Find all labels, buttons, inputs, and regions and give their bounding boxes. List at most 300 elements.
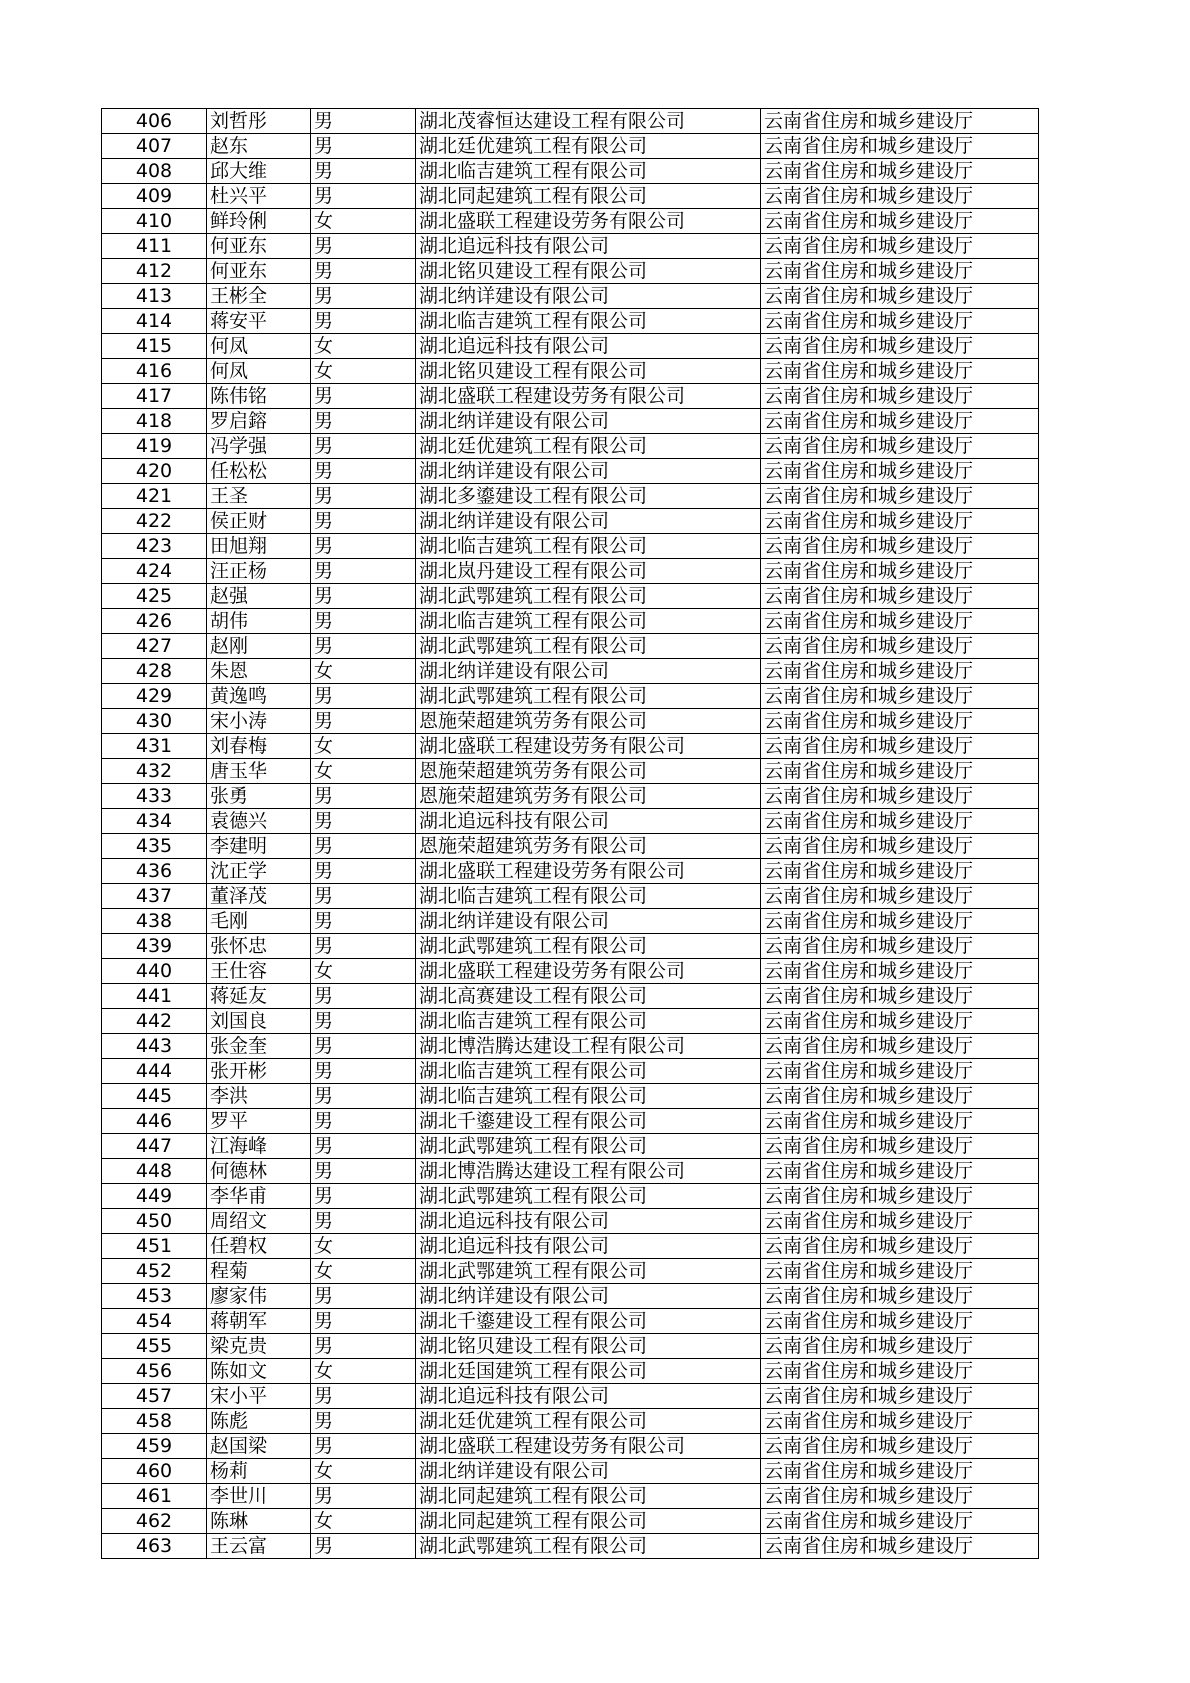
cell-authority: 云南省住房和城乡建设厅: [761, 209, 1039, 234]
cell-sex: 女: [311, 1234, 416, 1259]
cell-authority: 云南省住房和城乡建设厅: [761, 734, 1039, 759]
cell-name: 廖家伟: [207, 1284, 311, 1309]
cell-company: 湖北追远科技有限公司: [416, 809, 761, 834]
cell-company: 湖北高赛建设工程有限公司: [416, 984, 761, 1009]
cell-authority: 云南省住房和城乡建设厅: [761, 284, 1039, 309]
cell-number: 462: [102, 1509, 207, 1534]
cell-authority: 云南省住房和城乡建设厅: [761, 434, 1039, 459]
cell-number: 425: [102, 584, 207, 609]
cell-sex: 女: [311, 334, 416, 359]
cell-sex: 男: [311, 1209, 416, 1234]
table-row: [102, 1334, 1039, 1359]
cell-sex: 男: [311, 584, 416, 609]
cell-number: 448: [102, 1159, 207, 1184]
cell-sex: 男: [311, 1409, 416, 1434]
table-row: [102, 1484, 1039, 1509]
cell-company: 恩施荣超建筑劳务有限公司: [416, 784, 761, 809]
cell-sex: 男: [311, 234, 416, 259]
cell-name: 王圣: [207, 484, 311, 509]
cell-sex: 男: [311, 434, 416, 459]
cell-authority: 云南省住房和城乡建设厅: [761, 1159, 1039, 1184]
cell-company: 湖北盛联工程建设劳务有限公司: [416, 209, 761, 234]
cell-name: 江海峰: [207, 1134, 311, 1159]
table-row: [102, 509, 1039, 534]
table-row: [102, 784, 1039, 809]
table-row: [102, 834, 1039, 859]
cell-authority: 云南省住房和城乡建设厅: [761, 984, 1039, 1009]
table-row: [102, 234, 1039, 259]
cell-sex: 男: [311, 1159, 416, 1184]
cell-number: 428: [102, 659, 207, 684]
table-row: [102, 584, 1039, 609]
cell-authority: 云南省住房和城乡建设厅: [761, 534, 1039, 559]
cell-sex: 男: [311, 559, 416, 584]
table-row: [102, 1134, 1039, 1159]
cell-name: 何凤: [207, 359, 311, 384]
cell-company: 湖北纳详建设有限公司: [416, 909, 761, 934]
cell-company: 湖北千鎏建设工程有限公司: [416, 1309, 761, 1334]
cell-name: 何德林: [207, 1159, 311, 1184]
cell-sex: 男: [311, 984, 416, 1009]
cell-authority: 云南省住房和城乡建设厅: [761, 859, 1039, 884]
cell-name: 罗启鎔: [207, 409, 311, 434]
cell-name: 鲜玲俐: [207, 209, 311, 234]
cell-company: 湖北追远科技有限公司: [416, 234, 761, 259]
table-row: [102, 634, 1039, 659]
cell-name: 胡伟: [207, 609, 311, 634]
cell-name: 梁克贵: [207, 1334, 311, 1359]
cell-company: 湖北临吉建筑工程有限公司: [416, 309, 761, 334]
cell-authority: 云南省住房和城乡建设厅: [761, 1409, 1039, 1434]
cell-number: 411: [102, 234, 207, 259]
cell-sex: 男: [311, 1534, 416, 1559]
cell-authority: 云南省住房和城乡建设厅: [761, 359, 1039, 384]
cell-name: 赵刚: [207, 634, 311, 659]
cell-number: 450: [102, 1209, 207, 1234]
cell-authority: 云南省住房和城乡建设厅: [761, 1134, 1039, 1159]
cell-name: 何亚东: [207, 259, 311, 284]
cell-authority: 云南省住房和城乡建设厅: [761, 159, 1039, 184]
cell-authority: 云南省住房和城乡建设厅: [761, 1509, 1039, 1534]
cell-authority: 云南省住房和城乡建设厅: [761, 834, 1039, 859]
table-row: [102, 984, 1039, 1009]
cell-name: 蒋朝军: [207, 1309, 311, 1334]
cell-number: 415: [102, 334, 207, 359]
cell-sex: 女: [311, 359, 416, 384]
cell-company: 湖北同起建筑工程有限公司: [416, 1509, 761, 1534]
cell-sex: 男: [311, 1434, 416, 1459]
cell-authority: 云南省住房和城乡建设厅: [761, 1459, 1039, 1484]
cell-number: 449: [102, 1184, 207, 1209]
cell-number: 454: [102, 1309, 207, 1334]
cell-company: 湖北武鄂建筑工程有限公司: [416, 634, 761, 659]
cell-name: 袁德兴: [207, 809, 311, 834]
cell-authority: 云南省住房和城乡建设厅: [761, 1084, 1039, 1109]
cell-company: 湖北岚丹建设工程有限公司: [416, 559, 761, 584]
table-row: [102, 1184, 1039, 1209]
cell-authority: 云南省住房和城乡建设厅: [761, 1284, 1039, 1309]
cell-authority: 云南省住房和城乡建设厅: [761, 1534, 1039, 1559]
cell-company: 恩施荣超建筑劳务有限公司: [416, 834, 761, 859]
cell-sex: 男: [311, 284, 416, 309]
cell-authority: 云南省住房和城乡建设厅: [761, 809, 1039, 834]
cell-name: 李洪: [207, 1084, 311, 1109]
table-row: [102, 959, 1039, 984]
cell-company: 湖北临吉建筑工程有限公司: [416, 1009, 761, 1034]
table-row: [102, 1034, 1039, 1059]
cell-company: 湖北纳详建设有限公司: [416, 284, 761, 309]
cell-authority: 云南省住房和城乡建设厅: [761, 634, 1039, 659]
cell-name: 王仕容: [207, 959, 311, 984]
cell-number: 420: [102, 459, 207, 484]
table-row: [102, 159, 1039, 184]
cell-sex: 男: [311, 1284, 416, 1309]
cell-number: 414: [102, 309, 207, 334]
table-row: [102, 1209, 1039, 1234]
cell-sex: 男: [311, 1484, 416, 1509]
cell-sex: 男: [311, 934, 416, 959]
cell-name: 蒋安平: [207, 309, 311, 334]
cell-number: 443: [102, 1034, 207, 1059]
cell-name: 何亚东: [207, 234, 311, 259]
cell-authority: 云南省住房和城乡建设厅: [761, 684, 1039, 709]
cell-company: 湖北武鄂建筑工程有限公司: [416, 1534, 761, 1559]
cell-number: 424: [102, 559, 207, 584]
cell-company: 湖北临吉建筑工程有限公司: [416, 534, 761, 559]
cell-company: 湖北同起建筑工程有限公司: [416, 1484, 761, 1509]
table-row: [102, 1084, 1039, 1109]
cell-authority: 云南省住房和城乡建设厅: [761, 334, 1039, 359]
cell-company: 湖北盛联工程建设劳务有限公司: [416, 959, 761, 984]
cell-number: 455: [102, 1334, 207, 1359]
cell-company: 湖北多鎏建设工程有限公司: [416, 484, 761, 509]
cell-number: 445: [102, 1084, 207, 1109]
table-row: [102, 884, 1039, 909]
cell-number: 421: [102, 484, 207, 509]
cell-name: 陈彪: [207, 1409, 311, 1434]
table-row: [102, 684, 1039, 709]
cell-name: 王云富: [207, 1534, 311, 1559]
table-row: [102, 1009, 1039, 1034]
cell-name: 任松松: [207, 459, 311, 484]
cell-company: 湖北追远科技有限公司: [416, 1234, 761, 1259]
cell-number: 409: [102, 184, 207, 209]
cell-authority: 云南省住房和城乡建设厅: [761, 784, 1039, 809]
cell-sex: 女: [311, 759, 416, 784]
cell-name: 陈如文: [207, 1359, 311, 1384]
cell-company: 湖北盛联工程建设劳务有限公司: [416, 734, 761, 759]
cell-company: 湖北纳详建设有限公司: [416, 1459, 761, 1484]
cell-authority: 云南省住房和城乡建设厅: [761, 1259, 1039, 1284]
cell-company: 湖北武鄂建筑工程有限公司: [416, 1259, 761, 1284]
cell-company: 湖北盛联工程建设劳务有限公司: [416, 859, 761, 884]
cell-name: 张怀忠: [207, 934, 311, 959]
cell-number: 437: [102, 884, 207, 909]
cell-number: 431: [102, 734, 207, 759]
cell-sex: 男: [311, 809, 416, 834]
cell-number: 460: [102, 1459, 207, 1484]
cell-company: 湖北武鄂建筑工程有限公司: [416, 1184, 761, 1209]
table-row: [102, 1359, 1039, 1384]
cell-authority: 云南省住房和城乡建设厅: [761, 234, 1039, 259]
cell-sex: 女: [311, 1359, 416, 1384]
table-row: [102, 1259, 1039, 1284]
cell-name: 何凤: [207, 334, 311, 359]
cell-name: 赵国梁: [207, 1434, 311, 1459]
cell-company: 湖北廷优建筑工程有限公司: [416, 134, 761, 159]
cell-name: 周绍文: [207, 1209, 311, 1234]
table-row: [102, 1434, 1039, 1459]
cell-authority: 云南省住房和城乡建设厅: [761, 1484, 1039, 1509]
cell-sex: 男: [311, 634, 416, 659]
cell-number: 432: [102, 759, 207, 784]
cell-authority: 云南省住房和城乡建设厅: [761, 1109, 1039, 1134]
cell-sex: 男: [311, 409, 416, 434]
cell-number: 423: [102, 534, 207, 559]
table-row: [102, 659, 1039, 684]
cell-sex: 男: [311, 684, 416, 709]
cell-company: 恩施荣超建筑劳务有限公司: [416, 709, 761, 734]
cell-number: 457: [102, 1384, 207, 1409]
cell-authority: 云南省住房和城乡建设厅: [761, 484, 1039, 509]
cell-sex: 男: [311, 484, 416, 509]
cell-name: 刘哲彤: [207, 109, 311, 134]
cell-name: 李华甫: [207, 1184, 311, 1209]
cell-name: 蒋延友: [207, 984, 311, 1009]
table-row: [102, 384, 1039, 409]
cell-number: 416: [102, 359, 207, 384]
cell-name: 宋小涛: [207, 709, 311, 734]
table-row: [102, 1284, 1039, 1309]
cell-authority: 云南省住房和城乡建设厅: [761, 1059, 1039, 1084]
cell-number: 441: [102, 984, 207, 1009]
cell-name: 任碧权: [207, 1234, 311, 1259]
cell-name: 宋小平: [207, 1384, 311, 1409]
cell-number: 412: [102, 259, 207, 284]
cell-number: 444: [102, 1059, 207, 1084]
cell-authority: 云南省住房和城乡建设厅: [761, 309, 1039, 334]
table-row: [102, 934, 1039, 959]
table-row: [102, 434, 1039, 459]
table-row: [102, 559, 1039, 584]
table-row: [102, 709, 1039, 734]
cell-number: 459: [102, 1434, 207, 1459]
table-row: [102, 759, 1039, 784]
cell-number: 419: [102, 434, 207, 459]
table-row: [102, 1059, 1039, 1084]
table-row: [102, 309, 1039, 334]
cell-authority: 云南省住房和城乡建设厅: [761, 959, 1039, 984]
cell-authority: 云南省住房和城乡建设厅: [761, 1009, 1039, 1034]
cell-number: 451: [102, 1234, 207, 1259]
cell-company: 湖北廷优建筑工程有限公司: [416, 1409, 761, 1434]
cell-sex: 女: [311, 209, 416, 234]
cell-name: 黄逸鸣: [207, 684, 311, 709]
cell-authority: 云南省住房和城乡建设厅: [761, 1309, 1039, 1334]
cell-company: 湖北纳详建设有限公司: [416, 459, 761, 484]
cell-sex: 男: [311, 1034, 416, 1059]
cell-authority: 云南省住房和城乡建设厅: [761, 759, 1039, 784]
cell-sex: 男: [311, 1084, 416, 1109]
table-row: [102, 109, 1039, 134]
cell-authority: 云南省住房和城乡建设厅: [761, 184, 1039, 209]
cell-company: 湖北武鄂建筑工程有限公司: [416, 934, 761, 959]
cell-name: 罗平: [207, 1109, 311, 1134]
cell-company: 湖北武鄂建筑工程有限公司: [416, 684, 761, 709]
cell-name: 赵东: [207, 134, 311, 159]
cell-company: 湖北廷国建筑工程有限公司: [416, 1359, 761, 1384]
cell-sex: 男: [311, 1184, 416, 1209]
table-row: [102, 1309, 1039, 1334]
cell-authority: 云南省住房和城乡建设厅: [761, 384, 1039, 409]
cell-company: 湖北临吉建筑工程有限公司: [416, 1059, 761, 1084]
cell-company: 湖北盛联工程建设劳务有限公司: [416, 1434, 761, 1459]
cell-name: 刘国良: [207, 1009, 311, 1034]
table-row: [102, 409, 1039, 434]
cell-sex: 男: [311, 1009, 416, 1034]
cell-name: 陈伟铭: [207, 384, 311, 409]
cell-name: 毛刚: [207, 909, 311, 934]
cell-number: 438: [102, 909, 207, 934]
cell-number: 426: [102, 609, 207, 634]
table-row: [102, 1384, 1039, 1409]
cell-company: 湖北铭贝建设工程有限公司: [416, 359, 761, 384]
table-row: [102, 909, 1039, 934]
cell-authority: 云南省住房和城乡建设厅: [761, 109, 1039, 134]
cell-name: 张金奎: [207, 1034, 311, 1059]
cell-company: 湖北千鎏建设工程有限公司: [416, 1109, 761, 1134]
cell-authority: 云南省住房和城乡建设厅: [761, 1184, 1039, 1209]
cell-name: 董泽茂: [207, 884, 311, 909]
cell-sex: 男: [311, 1059, 416, 1084]
cell-number: 435: [102, 834, 207, 859]
table-row: [102, 1409, 1039, 1434]
cell-number: 453: [102, 1284, 207, 1309]
cell-sex: 男: [311, 1384, 416, 1409]
cell-name: 杜兴平: [207, 184, 311, 209]
cell-number: 410: [102, 209, 207, 234]
cell-sex: 男: [311, 134, 416, 159]
cell-number: 447: [102, 1134, 207, 1159]
cell-sex: 男: [311, 884, 416, 909]
cell-name: 杨莉: [207, 1459, 311, 1484]
cell-sex: 男: [311, 1309, 416, 1334]
cell-authority: 云南省住房和城乡建设厅: [761, 659, 1039, 684]
cell-authority: 云南省住房和城乡建设厅: [761, 934, 1039, 959]
cell-authority: 云南省住房和城乡建设厅: [761, 1384, 1039, 1409]
cell-authority: 云南省住房和城乡建设厅: [761, 709, 1039, 734]
cell-company: 湖北纳详建设有限公司: [416, 409, 761, 434]
cell-company: 湖北纳详建设有限公司: [416, 1284, 761, 1309]
cell-authority: 云南省住房和城乡建设厅: [761, 584, 1039, 609]
cell-company: 湖北同起建筑工程有限公司: [416, 184, 761, 209]
cell-company: 湖北茂睿恒达建设工程有限公司: [416, 109, 761, 134]
cell-number: 439: [102, 934, 207, 959]
cell-sex: 男: [311, 534, 416, 559]
cell-company: 湖北追远科技有限公司: [416, 334, 761, 359]
table-row: [102, 1159, 1039, 1184]
table-row: [102, 484, 1039, 509]
cell-sex: 男: [311, 784, 416, 809]
cell-sex: 男: [311, 1109, 416, 1134]
cell-authority: 云南省住房和城乡建设厅: [761, 1209, 1039, 1234]
cell-number: 417: [102, 384, 207, 409]
cell-sex: 男: [311, 1134, 416, 1159]
table-row: [102, 734, 1039, 759]
cell-company: 湖北纳详建设有限公司: [416, 659, 761, 684]
cell-authority: 云南省住房和城乡建设厅: [761, 1434, 1039, 1459]
cell-authority: 云南省住房和城乡建设厅: [761, 409, 1039, 434]
cell-name: 李建明: [207, 834, 311, 859]
cell-number: 433: [102, 784, 207, 809]
cell-number: 407: [102, 134, 207, 159]
cell-company: 湖北纳详建设有限公司: [416, 509, 761, 534]
table-row: [102, 1459, 1039, 1484]
cell-number: 434: [102, 809, 207, 834]
cell-sex: 女: [311, 1509, 416, 1534]
cell-number: 406: [102, 109, 207, 134]
cell-authority: 云南省住房和城乡建设厅: [761, 559, 1039, 584]
cell-sex: 男: [311, 109, 416, 134]
cell-number: 446: [102, 1109, 207, 1134]
cell-company: 恩施荣超建筑劳务有限公司: [416, 759, 761, 784]
cell-sex: 男: [311, 309, 416, 334]
cell-sex: 男: [311, 609, 416, 634]
table-row: [102, 284, 1039, 309]
cell-authority: 云南省住房和城乡建设厅: [761, 1034, 1039, 1059]
cell-company: 湖北廷优建筑工程有限公司: [416, 434, 761, 459]
cell-name: 程菊: [207, 1259, 311, 1284]
cell-authority: 云南省住房和城乡建设厅: [761, 134, 1039, 159]
cell-number: 442: [102, 1009, 207, 1034]
cell-name: 张勇: [207, 784, 311, 809]
cell-authority: 云南省住房和城乡建设厅: [761, 1234, 1039, 1259]
cell-sex: 男: [311, 159, 416, 184]
cell-name: 张开彬: [207, 1059, 311, 1084]
cell-authority: 云南省住房和城乡建设厅: [761, 1334, 1039, 1359]
table-row: [102, 459, 1039, 484]
cell-sex: 女: [311, 734, 416, 759]
cell-name: 刘春梅: [207, 734, 311, 759]
cell-name: 汪正杨: [207, 559, 311, 584]
cell-company: 湖北临吉建筑工程有限公司: [416, 159, 761, 184]
cell-name: 冯学强: [207, 434, 311, 459]
cell-sex: 男: [311, 834, 416, 859]
cell-company: 湖北铭贝建设工程有限公司: [416, 1334, 761, 1359]
table-row: [102, 134, 1039, 159]
cell-number: 461: [102, 1484, 207, 1509]
cell-company: 湖北博浩腾达建设工程有限公司: [416, 1034, 761, 1059]
cell-company: 湖北临吉建筑工程有限公司: [416, 1084, 761, 1109]
cell-authority: 云南省住房和城乡建设厅: [761, 884, 1039, 909]
cell-company: 湖北盛联工程建设劳务有限公司: [416, 384, 761, 409]
table-row: [102, 1509, 1039, 1534]
cell-sex: 女: [311, 959, 416, 984]
cell-name: 陈琳: [207, 1509, 311, 1534]
cell-company: 湖北武鄂建筑工程有限公司: [416, 584, 761, 609]
cell-name: 唐玉华: [207, 759, 311, 784]
personnel-table: [101, 108, 1039, 1559]
cell-company: 湖北追远科技有限公司: [416, 1384, 761, 1409]
cell-company: 湖北铭贝建设工程有限公司: [416, 259, 761, 284]
cell-sex: 男: [311, 384, 416, 409]
cell-number: 408: [102, 159, 207, 184]
cell-number: 436: [102, 859, 207, 884]
cell-company: 湖北临吉建筑工程有限公司: [416, 609, 761, 634]
cell-number: 463: [102, 1534, 207, 1559]
cell-authority: 云南省住房和城乡建设厅: [761, 259, 1039, 284]
table-row: [102, 534, 1039, 559]
